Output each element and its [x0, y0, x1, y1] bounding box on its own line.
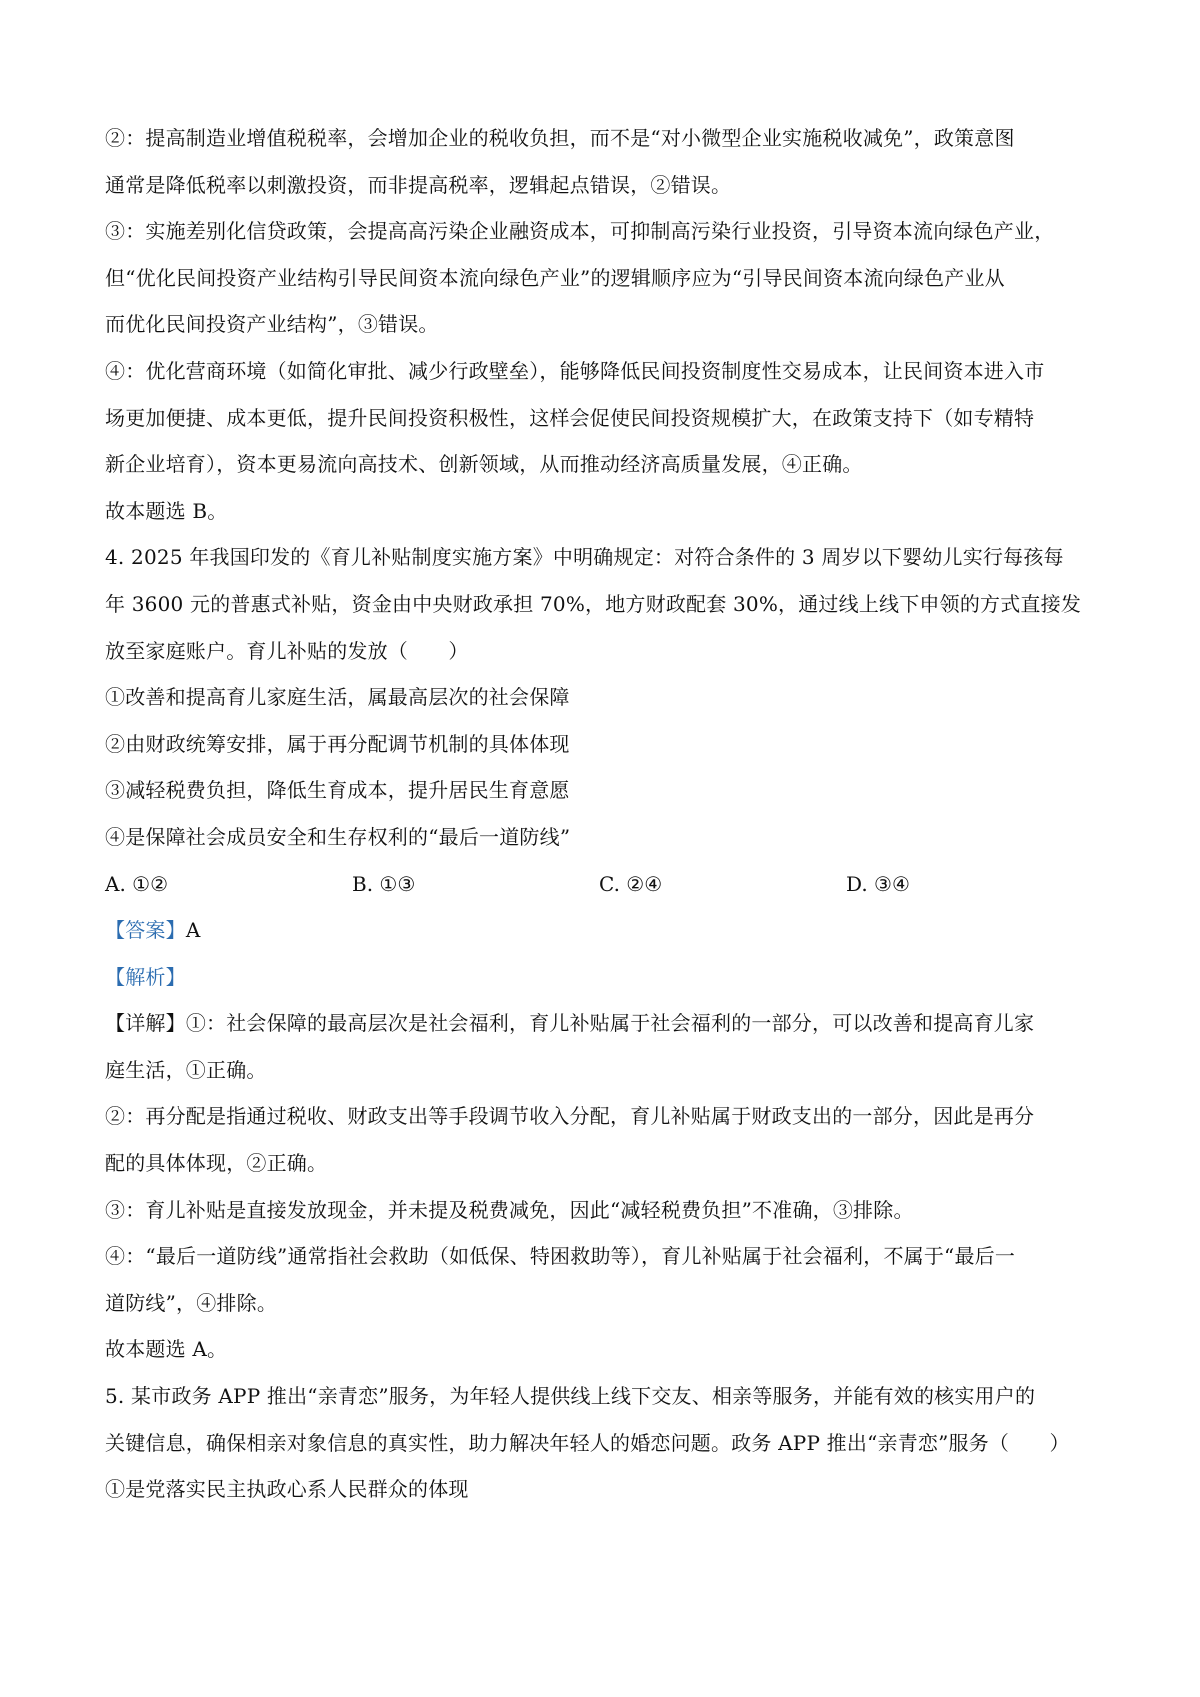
explanation-item2-line1: ②：提高制造业增值税税率，会增加企业的税收负担，而不是“对小微型企业实施税收减免”，政策意图: [105, 126, 1015, 150]
detail-text-1: ①：社会保障的最高层次是社会福利，育儿补贴属于社会福利的一部分，可以改善和提高育儿家: [185, 1011, 1035, 1036]
explanation-item3-line1: ③：实施差别化信贷政策，会提高高污染企业融资成本，可抑制高污染行业投资，引导资本流向绿色产业，: [105, 219, 1055, 244]
explanation-item3-line3: 而优化民间投资产业结构”，③错误。: [105, 312, 439, 337]
detail4-line2: 道防线”，④排除。: [105, 1290, 278, 1315]
option-d: D. ③④: [846, 871, 910, 896]
explanation-item3-line2: 但“优化民间投资产业结构引导民间资本流向绿色产业”的逻辑顺序应为“引导民间资本流向绿色产业从: [105, 265, 1005, 290]
question4-conclusion: 故本题选 A。: [105, 1337, 228, 1362]
question5-stem-line2: 关键信息，确保相亲对象信息的真实性，助力解决年轻人的婚恋问题。政务 APP 推出“亲青恋”服务（ ）: [105, 1430, 1070, 1455]
question4-statement-1: ①改善和提高育儿家庭生活，属最高层次的社会保障: [105, 685, 570, 710]
question4-statement-4: ④是保障社会成员安全和生存权利的“最后一道防线”: [105, 824, 571, 849]
answer-line: [105, 907, 1100, 954]
question4-statement-3: ③减轻税费负担，降低生育成本，提升居民生育意愿: [105, 778, 570, 803]
answer-value: A: [185, 918, 201, 943]
detail-line2: 庭生活，①正确。: [105, 1057, 267, 1082]
explanation-item4-line1: ④：优化营商环境（如简化审批、减少行政壁垒），能够降低民间投资制度性交易成本，让民间资本进入市: [105, 358, 1045, 383]
question4-stem-line3: 放至家庭账户。育儿补贴的发放（ ）: [105, 638, 469, 663]
question4-statement-2: ②由财政统筹安排，属于再分配调节机制的具体体现: [105, 731, 570, 756]
detail4-line1: ④：“最后一道防线”通常指社会救助（如低保、特困救助等），育儿补贴属于社会福利，不属于“最后一: [105, 1244, 1016, 1269]
analysis-tag: 【解析】: [105, 964, 186, 989]
explanation-item4-line2: 场更加便捷、成本更低，提升民间投资积极性，这样会促使民间投资规模扩大，在政策支持下（如专精特: [105, 405, 1035, 430]
question5-statement-1: ①是党落实民主执政心系人民群众的体现: [105, 1477, 469, 1502]
question5-stem-line1: 5. 某市政务 APP 推出“亲青恋”服务，为年轻人提供线上线下交友、相亲等服务，并能有效的核实用户的: [105, 1384, 1036, 1409]
answer-tag: 【答案】: [105, 918, 186, 943]
question4-stem-line1: 4. 2025 年我国印发的《育儿补贴制度实施方案》中明确规定：对符合条件的 3 周岁以下婴幼儿实行每孩每: [105, 545, 1064, 570]
detail-tag: 【详解】: [105, 1011, 186, 1036]
option-a: A. ①②: [105, 871, 169, 896]
document-page: [105, 115, 1100, 1513]
explanation-item2-line2: 通常是降低税率以刺激投资，而非提高税率，逻辑起点错误，②错误。: [105, 172, 732, 197]
detail-line1: [105, 1000, 1100, 1047]
detail3-line: ③：育儿补贴是直接发放现金，并未提及税费减免，因此“减轻税费负担”不准确，③排除。: [105, 1197, 914, 1222]
analysis-line: [105, 954, 1100, 1001]
option-c: C. ②④: [599, 871, 663, 896]
section3-conclusion: 故本题选 B。: [105, 498, 228, 523]
question4-options: [105, 861, 1100, 908]
detail2-line1: ②：再分配是指通过税收、财政支出等手段调节收入分配，育儿补贴属于财政支出的一部分，因此是再分: [105, 1104, 1035, 1129]
explanation-item4-line3: 新企业培育），资本更易流向高技术、创新领域，从而推动经济高质量发展，④正确。: [105, 452, 863, 477]
option-b: B. ①③: [352, 871, 416, 896]
question4-stem-line2: 年 3600 元的普惠式补贴，资金由中央财政承担 70%，地方财政配套 30%，通过线上线下申领的方式直接发: [105, 591, 1082, 616]
detail2-line2: 配的具体体现，②正确。: [105, 1151, 328, 1176]
